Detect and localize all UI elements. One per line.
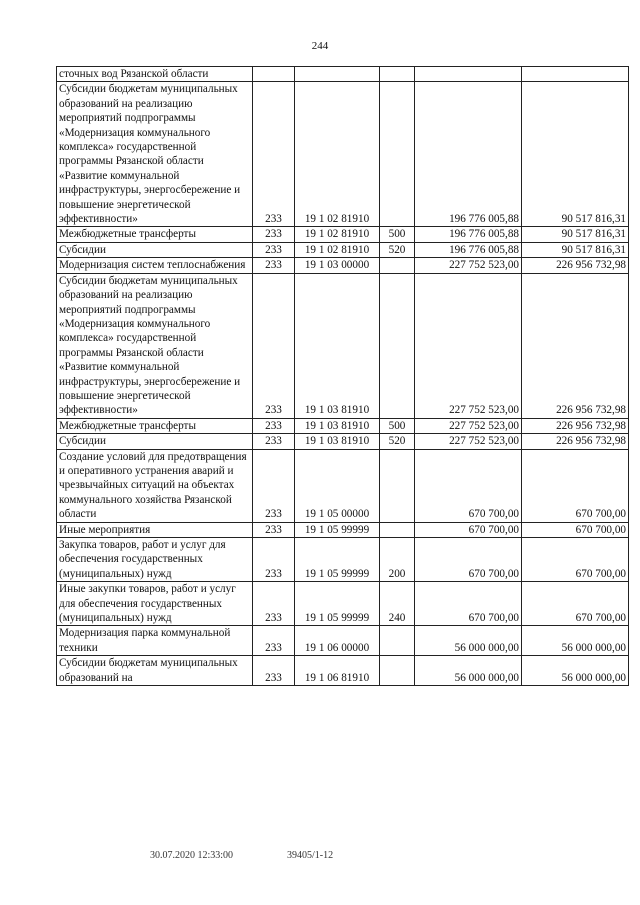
row-sum-plan: 227 752 523,00 [415,418,522,433]
row-sum-plan: 56 000 000,00 [415,626,522,656]
row-expense-type: 240 [380,582,415,626]
row-name: Межбюджетные трансферты [57,418,253,433]
row-sum-executed: 90 517 816,31 [522,227,629,242]
table-row [57,227,629,242]
row-name: Иные закупки товаров, работ и услуг для обеспечения государственных (муниципальных) нужд [57,582,253,626]
row-expense-type [380,522,415,537]
row-name: Закупка товаров, работ и услуг для обеспечения государственных (муниципальных) нужд [57,538,253,582]
row-name: Субсидии [57,434,253,449]
row-sum-executed: 670 700,00 [522,522,629,537]
row-sum-plan: 227 752 523,00 [415,258,522,273]
row-expense-type: 200 [380,538,415,582]
row-name: Субсидии бюджетам муниципальных образований на [57,656,253,686]
row-expense-type: 500 [380,227,415,242]
row-target-code: 19 1 02 81910 [295,242,380,257]
row-expense-type [380,82,415,227]
row-ministry-code: 233 [253,449,295,522]
footer-document-number: 39405/1-12 [287,850,334,861]
row-sum-plan: 196 776 005,88 [415,82,522,227]
row-ministry-code: 233 [253,418,295,433]
row-target-code: 19 1 03 00000 [295,258,380,273]
row-target-code: 19 1 05 99999 [295,582,380,626]
row-name: Модернизация систем теплоснабжения [57,258,253,273]
row-name: Иные мероприятия [57,522,253,537]
row-expense-type: 520 [380,242,415,257]
row-expense-type [380,273,415,418]
row-sum-executed: 56 000 000,00 [522,626,629,656]
row-expense-type [380,67,415,82]
row-sum-executed: 670 700,00 [522,582,629,626]
row-sum-plan: 227 752 523,00 [415,434,522,449]
row-name: Межбюджетные трансферты [57,227,253,242]
row-ministry-code: 233 [253,258,295,273]
row-target-code: 19 1 03 81910 [295,418,380,433]
row-expense-type [380,626,415,656]
row-sum-plan: 670 700,00 [415,538,522,582]
row-sum-plan: 670 700,00 [415,449,522,522]
row-target-code: 19 1 06 00000 [295,626,380,656]
page-number: 244 [311,40,329,52]
table-row [57,449,629,522]
table-row [57,273,629,418]
row-target-code: 19 1 02 81910 [295,227,380,242]
row-sum-plan: 670 700,00 [415,522,522,537]
row-sum-executed: 90 517 816,31 [522,82,629,227]
row-ministry-code: 233 [253,242,295,257]
row-ministry-code: 233 [253,273,295,418]
row-expense-type: 500 [380,418,415,433]
row-sum-executed: 670 700,00 [522,449,629,522]
row-sum-plan: 227 752 523,00 [415,273,522,418]
row-name: Субсидии бюджетам муниципальных образований на реализацию мероприятий подпрограммы «Модернизация коммунального комплекса» государственной программы Рязанской области «Развитие коммунальной инфраструктуры, энергосбережение и повышение энергетической эффективности» [57,273,253,418]
row-ministry-code: 233 [253,82,295,227]
row-ministry-code: 233 [253,538,295,582]
row-name: Создание условий для предотвращения и оперативного устранения аварий и чрезвычайных ситуаций на объектах коммунального хозяйства Рязанской области [57,449,253,522]
table-row [57,258,629,273]
row-sum-plan: 196 776 005,88 [415,242,522,257]
row-sum-plan: 196 776 005,88 [415,227,522,242]
row-name: Субсидии бюджетам муниципальных образований на реализацию мероприятий подпрограммы «Модернизация коммунального комплекса» государственной программы Рязанской области «Развитие коммунальной инфраструктуры, энергосбережение и повышение энергетической эффективности» [57,82,253,227]
row-sum-executed: 226 956 732,98 [522,434,629,449]
row-sum-executed: 90 517 816,31 [522,242,629,257]
row-sum-executed [522,67,629,82]
table-row [57,538,629,582]
row-expense-type [380,656,415,686]
table-row [57,582,629,626]
row-ministry-code: 233 [253,227,295,242]
row-sum-executed: 226 956 732,98 [522,258,629,273]
row-ministry-code [253,67,295,82]
row-expense-type [380,258,415,273]
row-target-code: 19 1 03 81910 [295,434,380,449]
row-sum-plan: 670 700,00 [415,582,522,626]
row-ministry-code: 233 [253,582,295,626]
row-ministry-code: 233 [253,626,295,656]
row-ministry-code: 233 [253,522,295,537]
row-sum-plan: 56 000 000,00 [415,656,522,686]
budget-table-body [57,67,629,686]
row-expense-type: 520 [380,434,415,449]
row-target-code: 19 1 05 99999 [295,522,380,537]
row-name: Субсидии [57,242,253,257]
row-ministry-code: 233 [253,434,295,449]
row-target-code: 19 1 03 81910 [295,273,380,418]
row-target-code [295,67,380,82]
table-row [57,242,629,257]
row-target-code: 19 1 05 99999 [295,538,380,582]
row-expense-type [380,449,415,522]
table-row [57,522,629,537]
row-sum-plan [415,67,522,82]
table-row [57,626,629,656]
row-sum-executed: 56 000 000,00 [522,656,629,686]
table-row [57,67,629,82]
row-name: Модернизация парка коммунальной техники [57,626,253,656]
row-target-code: 19 1 05 00000 [295,449,380,522]
table-row [57,82,629,227]
budget-table [56,66,629,686]
row-target-code: 19 1 06 81910 [295,656,380,686]
row-name: сточных вод Рязанской области [57,67,253,82]
table-row [57,434,629,449]
table-row [57,656,629,686]
row-sum-executed: 670 700,00 [522,538,629,582]
row-sum-executed: 226 956 732,98 [522,273,629,418]
table-row [57,418,629,433]
row-ministry-code: 233 [253,656,295,686]
row-sum-executed: 226 956 732,98 [522,418,629,433]
row-target-code: 19 1 02 81910 [295,82,380,227]
footer-timestamp: 30.07.2020 12:33:00 [150,850,234,861]
